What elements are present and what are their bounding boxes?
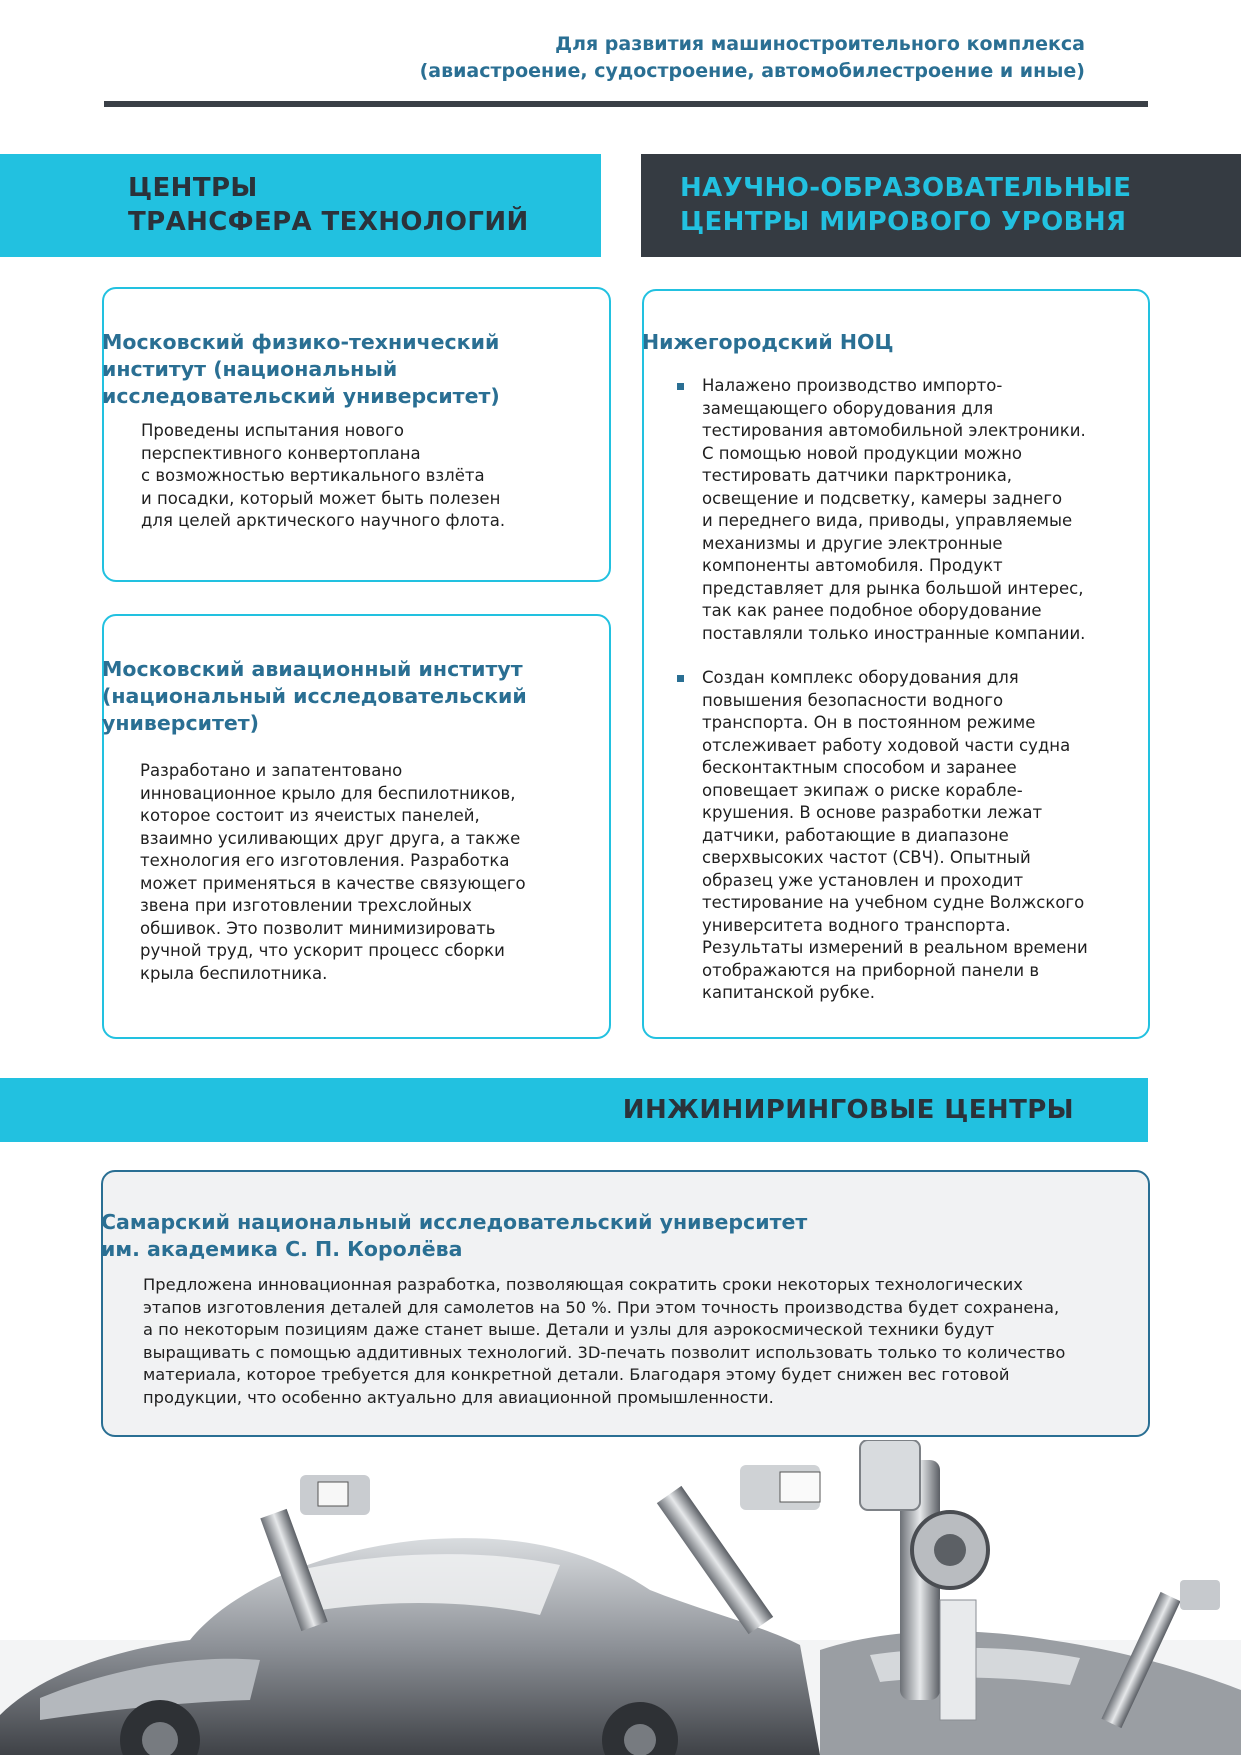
noc-line: С помощью новой продукции можно [702, 443, 1022, 463]
samara-text [143, 1274, 1065, 1409]
mai-text-line: инновационное крыло для беспилотников, [140, 783, 516, 803]
mai-text-line: может применяться в качестве связующего [140, 873, 526, 893]
noc-line: так как ранее подобное оборудование [702, 601, 1042, 620]
noc-line: представляет для рынка большой интерес, [702, 578, 1084, 598]
noc-line: тестирование на учебном судне Волжского [702, 893, 1085, 912]
noc-line: замещающего оборудования для [702, 398, 994, 418]
noc-line: поставляли только иностранные компании. [702, 623, 1086, 643]
noc-line: датчики, работающие в диапазоне [702, 825, 1009, 845]
samara-text-line: выращивать с помощью аддитивных технологий. 3D-печать позволит использовать только то количество [143, 1342, 1066, 1362]
samara-text-line: материала, которое требуется для конкретной детали. Благодаря этому будет снижен вес готовой [143, 1365, 1010, 1384]
banner-noc [641, 154, 1241, 257]
mai-title-line: Московский авиационный институт [102, 657, 523, 681]
mai-text-line: крыла беспилотника. [140, 963, 328, 983]
banner-transfer-line1: ЦЕНТРЫ [128, 173, 258, 203]
noc-line: крушения. В основе разработки лежат [702, 803, 1043, 822]
banner-noc-line1: НАУЧНО-ОБРАЗОВАТЕЛЬНЫЕ [680, 173, 1132, 203]
header-line-1: Для развития машиностроительного комплекса [555, 33, 1085, 55]
samara-title-line: Самарский национальный исследовательский университет [101, 1210, 808, 1234]
mai-title [102, 656, 527, 737]
noc-nn-list [702, 375, 1142, 1005]
mai-title-line: (национальный исследовательский [102, 684, 527, 708]
noc-line: образец уже установлен и проходит [702, 870, 1024, 890]
banner-transfer [0, 154, 601, 257]
noc-line: оповещает экипаж о риске корабле- [702, 780, 1023, 800]
noc-line: капитанской рубке. [702, 983, 875, 1002]
mipt-title-line: институт (национальный [102, 357, 398, 381]
banner-engineering-label: ИНЖИНИРИНГОВЫЕ ЦЕНТРЫ [622, 1095, 1074, 1125]
samara-title [101, 1209, 807, 1263]
mai-text-line: взаимно усиливающих друг друга, а также [140, 828, 521, 848]
noc-line: Результаты измерений в реальном времени [702, 938, 1088, 957]
car-assembly-robots-illustration [0, 1440, 1241, 1755]
noc-line: транспорта. Он в постоянном режиме [702, 713, 1036, 732]
mipt-text-line: Проведены испытания нового [141, 421, 404, 440]
mipt-text-line: для целей арктического научного флота. [141, 511, 506, 530]
noc-line: университета водного транспорта. [702, 915, 1011, 935]
header-divider [104, 101, 1148, 107]
samara-text-line: продукции, что особенно актуально для авиационной промышленности. [143, 1387, 774, 1407]
noc-line: механизмы и другие электронные [702, 533, 1003, 553]
samara-text-line: этапов изготовления деталей для самолетов на 50 %. При этом точность производства будет сохранена, [143, 1297, 1060, 1317]
noc-line: Создан комплекс оборудования для [702, 668, 1019, 687]
mipt-title-line: исследовательский университет) [102, 384, 500, 408]
noc-line: сверхвысоких частот (СВЧ). Опытный [702, 848, 1031, 867]
mai-text-line: ручной труд, что ускорит процесс сборки [140, 941, 505, 960]
noc-line: и переднего вида, приводы, управляемые [702, 511, 1073, 530]
banner-engineering [0, 1078, 1148, 1142]
banner-transfer-line2: ТРАНСФЕРА ТЕХНОЛОГИЙ [128, 207, 529, 237]
noc-line: Налажено производство импорто- [702, 376, 1003, 395]
noc-line: освещение и подсветку, камеры заднего [702, 488, 1063, 508]
mipt-text-line: и посадки, который может быть полезен [141, 488, 501, 508]
list-item [702, 667, 1142, 1005]
samara-text-line: а по некоторым позициям даже станет выше. Детали и узлы для аэрокосмической техники будут [143, 1320, 995, 1339]
mai-text [140, 760, 526, 985]
noc-line: компоненты автомобиля. Продукт [702, 556, 1003, 575]
mai-text-line: обшивок. Это позволит минимизировать [140, 918, 496, 938]
square-bullet-icon [677, 383, 684, 390]
noc-nn-title: Нижегородский НОЦ [642, 330, 894, 354]
samara-title-line: им. академика С. П. Королёва [101, 1237, 463, 1261]
mipt-text-line: перспективного конвертоплана [141, 443, 421, 463]
mipt-text [141, 420, 505, 533]
noc-nn-text [702, 375, 1142, 1027]
header-line-2: (авиастроение, судостроение, автомобилестроение и иные) [419, 60, 1085, 82]
samara-text-line: Предложена инновационная разработка, позволяющая сократить сроки некоторых технологических [143, 1275, 1023, 1294]
mai-text-line: Разработано и запатентовано [140, 761, 403, 780]
noc-line: бесконтактным способом и заранее [702, 758, 1017, 777]
mai-title-line: университет) [102, 711, 259, 735]
list-item [702, 375, 1142, 645]
noc-line: тестировать датчики парктроника, [702, 466, 1013, 485]
mipt-title [102, 329, 500, 410]
mai-text-line: которое состоит из ячеистых панелей, [140, 806, 480, 825]
mai-text-line: звена при изготовлении трехслойных [140, 896, 472, 915]
mipt-title-line: Московский физико-технический [102, 330, 500, 354]
noc-line: отображаются на приборной панели в [702, 960, 1040, 980]
noc-line: тестирования автомобильной электроники. [702, 421, 1086, 440]
mai-text-line: технология его изготовления. Разработка [140, 851, 510, 870]
square-bullet-icon [677, 675, 684, 682]
mipt-text-line: с возможностью вертикального взлёта [141, 466, 485, 485]
banner-noc-line2: ЦЕНТРЫ МИРОВОГО УРОВНЯ [680, 207, 1127, 237]
noc-line: повышения безопасности водного [702, 690, 1004, 710]
noc-line: отслеживает работу ходовой части судна [702, 735, 1071, 755]
